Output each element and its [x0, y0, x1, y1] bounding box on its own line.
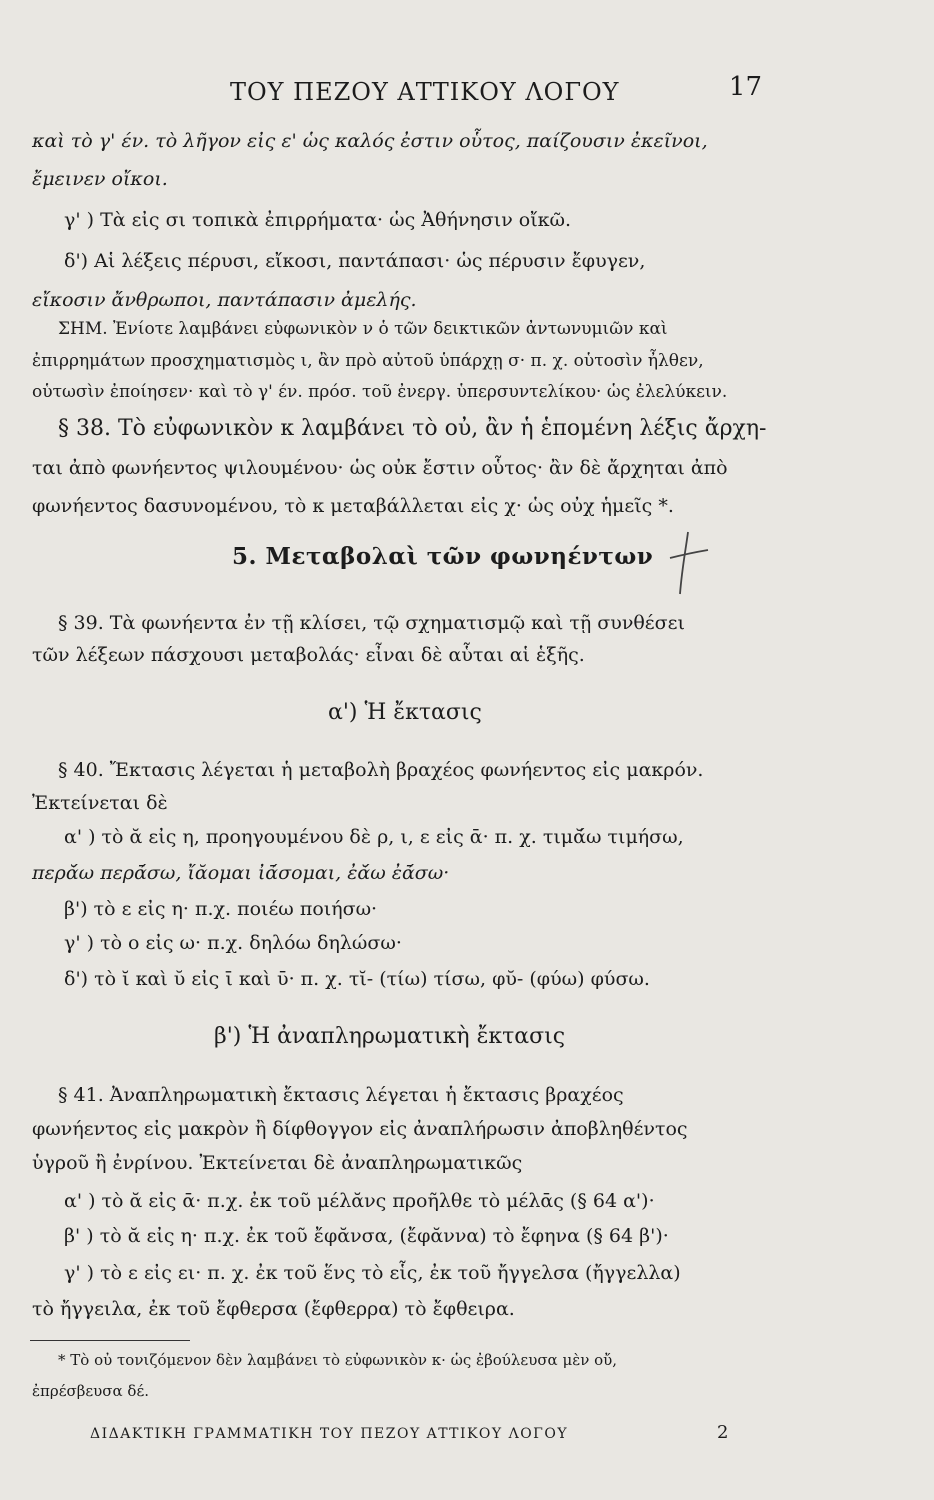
text-line: β' ) τὸ ᾰ εἰς η· π.χ. ἐκ τοῦ ἔφᾰνσα, (ἔφᾰννα) τὸ ἔφηνα (§ 64 β')· [64, 1225, 669, 1247]
text-line: § 38. Τὸ εὐφωνικὸν κ λαμβάνει τὸ οὐ, ἂν ἡ ἑπομένη λέξις ἄρχη- [58, 416, 767, 441]
text-line: ἔμεινεν οἴκοι. [32, 168, 168, 190]
subheading-ektasis: α') Ἡ ἔκτασις [328, 700, 482, 725]
text-line: Ἐκτείνεται δὲ [32, 792, 168, 814]
text-line: ἐπιρρημάτων προσχηματισμὸς ι, ἂν πρὸ αὐτοῦ ὑπάρχῃ σ· π. χ. οὑτοσὶν ἦλθεν, [32, 351, 704, 371]
text-line: α' ) τὸ ᾰ εἰς ᾱ· π.χ. ἐκ τοῦ μέλᾰνς προῆλθε τὸ μέλᾱς (§ 64 α')· [64, 1190, 655, 1212]
handwritten-cross-mark [668, 528, 710, 598]
footnote-line: * Τὸ οὐ τονιζόμενον δὲν λαμβάνει τὸ εὐφωνικὸν κ· ὡς ἐβούλευσα μὲν οὔ, [58, 1351, 618, 1369]
text-line: τῶν λέξεων πάσχουσι μεταβολάς· εἶναι δὲ αὗται αἱ ἑξῆς. [32, 644, 585, 666]
header-title: ΤΟΥ ΠΕΖΟΥ ΑΤΤΙΚΟΥ ΛΟΓΟΥ [230, 78, 620, 106]
text-line: εἴκοσιν ἄνθρωποι, παντάπασιν ἀμελής. [32, 289, 417, 311]
text-line: ὑγροῦ ἢ ἐνρίνου. Ἐκτείνεται δὲ ἀναπληρωματικῶς [32, 1152, 523, 1174]
text-line: φωνήεντος εἰς μακρὸν ἢ δίφθογγον εἰς ἀναπλήρωσιν ἀποβληθέντος [32, 1118, 688, 1140]
text-line: § 40. Ἔκτασις λέγεται ἡ μεταβολὴ βραχέος φωνήεντος εἰς μακρόν. [58, 759, 704, 781]
text-line: γ' ) Τὰ εἰς σι τοπικὰ ἐπιρρήματα· ὡς Ἀθήνησιν οἴκῶ. [64, 209, 572, 231]
page-footer [90, 1422, 730, 1450]
text-line: α' ) τὸ ᾰ εἰς η, προηγουμένου δὲ ρ, ι, ε εἰς ᾱ· π. χ. τιμᾰ́ω τιμήσω, [64, 826, 684, 848]
subheading-anaplirwmatiki: β') Ἡ ἀναπληρωματικὴ ἔκτασις [214, 1024, 566, 1049]
text-line: ται ἀπὸ φωνήεντος ψιλουμένου· ὡς οὐκ ἔστιν οὗτος· ἂν δὲ ἄρχηται ἀπὸ [32, 457, 728, 479]
text-line: β') τὸ ε εἰς η· π.χ. ποιέω ποιήσω· [64, 898, 378, 920]
running-header [30, 72, 770, 112]
text-line: ΣΗΜ. Ἐνίοτε λαμβάνει εὐφωνικὸν ν ὁ τῶν δεικτικῶν ἀντωνυμιῶν καὶ [58, 319, 668, 339]
text-line: φωνήεντος δασυνομένου, τὸ κ μεταβάλλεται εἰς χ· ὡς οὐχ ἡμεῖς *. [32, 495, 674, 517]
page-number: 17 [728, 72, 762, 102]
footnote-rule [30, 1340, 190, 1341]
text-line: § 41. Ἀναπληρωματικὴ ἔκτασις λέγεται ἡ ἔκτασις βραχέος [58, 1084, 624, 1106]
text-line: καὶ τὸ γ' έν. τὸ λῆγον εἰς ε' ὡς καλός ἐστιν οὗτος, παίζουσιν ἐκεῖνοι, [32, 130, 708, 152]
text-line: οὑτωσὶν ἐποίησεν· καὶ τὸ γ' έν. πρόσ. τοῦ ἐνεργ. ὑπερσυντελίκου· ὡς ἐλελύκειν. [32, 382, 728, 402]
footnote-line: ἐπρέσβευσα δέ. [32, 1382, 150, 1400]
signature-mark: 2 [717, 1422, 730, 1443]
text-line: γ' ) τὸ ε εἰς ει· π. χ. ἐκ τοῦ ἕνς τὸ εἷς, ἐκ τοῦ ἤγγελσα (ἤγγελλα) [64, 1262, 681, 1284]
text-line: § 39. Τὰ φωνήεντα ἐν τῇ κλίσει, τῷ σχηματισμῷ καὶ τῇ συνθέσει [58, 612, 685, 634]
footer-title: ΔΙΔΑΚΤΙΚΗ ΓΡΑΜΜΑΤΙΚΗ ΤΟΥ ΠΕΖΟΥ ΑΤΤΙΚΟΥ ΛΟΓΟΥ [90, 1426, 569, 1442]
text-line: δ') τὸ ῐ καὶ ῠ εἰς ῑ καὶ ῡ· π. χ. τῐ- (τίω) τίσω, φῠ- (φύω) φύσω. [64, 968, 650, 990]
text-line: γ' ) τὸ ο εἰς ω· π.χ. δηλόω δηλώσω· [64, 932, 402, 954]
text-line: δ') Αἱ λέξεις πέρυσι, εἴκοσι, παντάπασι· ὡς πέρυσιν ἔφυγεν, [64, 250, 646, 272]
text-line: τὸ ἤγγειλα, ἐκ τοῦ ἔφθερσα (ἔφθερρα) τὸ ἔφθειρα. [32, 1298, 515, 1320]
section-heading: 5. Μεταβολαὶ τῶν φωνηέντων [232, 543, 654, 570]
text-line: περᾰ́ω περᾱ́σω, ἴᾰομαι ἰᾱ́σομαι, ἐᾰ́ω ἐᾱ́σω· [32, 862, 450, 884]
